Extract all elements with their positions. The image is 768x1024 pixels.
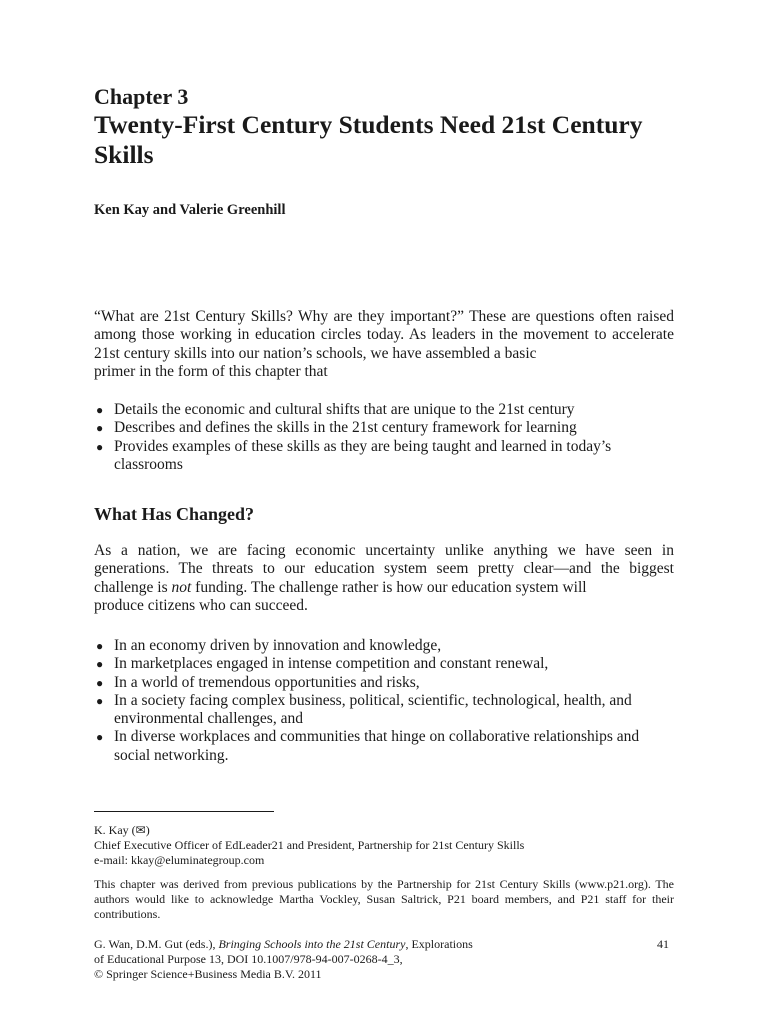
list-item-text: In a world of tremendous opportunities and risks, (114, 673, 420, 691)
list-item-text: Describes and defines the skills in the 21st century framework for learning (114, 419, 577, 437)
list-item (94, 655, 674, 673)
bullet-icon: ● (96, 657, 104, 672)
intro-paragraph-text: “What are 21st Century Skills? Why are they important?” These are questions often raised among those working in education circles today. As leaders in the movement to accelerate 21st century skills into our nation’s schools, we have assembled a basic (94, 308, 674, 362)
intro-bullet-list (94, 401, 674, 474)
bullet-icon: ● (96, 675, 104, 690)
chapter-authors: Ken Kay and Valerie Greenhill (94, 202, 286, 218)
section-heading: What Has Changed? (94, 504, 255, 524)
footnote-divider (94, 811, 274, 812)
intro-paragraph-tail: primer in the form of this chapter that (94, 362, 328, 380)
footnote-affiliation: Chief Executive Officer of EdLeader21 and President, Partnership for 21st Century Skills (94, 838, 525, 852)
citation-series-line2: of Educational Purpose 13, DOI 10.1007/978-94-007-0268-4_3, (94, 952, 403, 966)
section-paragraph-end: funding. The challenge rather is how our education system will (191, 578, 587, 596)
list-item-text: Provides examples of these skills as they are being taught and learned in today’s classrooms (114, 437, 612, 473)
chapter-title: Twenty-First Century Students Need 21st Century Skills (94, 110, 643, 169)
footnote-author-line: K. Kay (✉) (94, 823, 150, 837)
list-item (94, 728, 674, 765)
bullet-icon: ● (96, 639, 104, 653)
list-item (94, 692, 674, 729)
bullet-icon: ● (96, 403, 104, 417)
list-item-text: In an economy driven by innovation and knowledge, (114, 637, 442, 654)
bullet-icon: ● (96, 730, 104, 745)
citation-copyright: © Springer Science+Business Media B.V. 2011 (94, 967, 322, 981)
citation-book-title: Bringing Schools into the 21st Century (218, 937, 406, 951)
footnote-email[interactable]: e-mail: kkay@eluminategroup.com (94, 853, 265, 867)
section-paragraph-start: As a nation, we are facing economic uncertainty unlike anything we have seen in generations. The threats to our education system seem pretty clear—and the biggest challenge is (94, 542, 674, 596)
section-bullet-list (94, 637, 674, 765)
section-paragraph-emphasis: not (171, 578, 192, 596)
list-item-text: In a society facing complex business, political, scientific, technological, health, and environmental challenges, and (114, 691, 632, 728)
list-item (94, 674, 674, 692)
list-item (94, 401, 674, 419)
footnote-author-info (94, 823, 674, 868)
list-item-text: In diverse workplaces and communities that hinge on collaborative relationships and social networking. (114, 728, 640, 764)
list-item (94, 637, 674, 655)
list-item (94, 419, 674, 437)
footnote-acknowledgment: This chapter was derived from previous publications by the Partnership for 21st Century Skills (www.p21.org). The authors would like to acknowledge Martha Vockley, Susan Saltrick, P21 board members, and P21 staff for their contributions. (94, 877, 674, 921)
list-item (94, 438, 674, 475)
bullet-icon: ● (96, 693, 104, 708)
citation-editors: G. Wan, D.M. Gut (eds.), (94, 937, 219, 951)
citation-series-line1: , Explorations (405, 937, 473, 951)
bullet-icon: ● (96, 421, 104, 436)
intro-paragraph (94, 308, 674, 381)
list-item-text: In marketplaces engaged in intense competition and constant renewal, (114, 655, 549, 673)
citation (94, 937, 614, 982)
section-paragraph-tail: produce citizens who can succeed. (94, 596, 308, 614)
chapter-label: Chapter 3 (94, 84, 189, 109)
list-item-text: Details the economic and cultural shifts that are unique to the 21st century (114, 401, 575, 418)
section-paragraph (94, 542, 674, 615)
page-number: 41 (657, 937, 669, 951)
bullet-icon: ● (96, 439, 104, 454)
